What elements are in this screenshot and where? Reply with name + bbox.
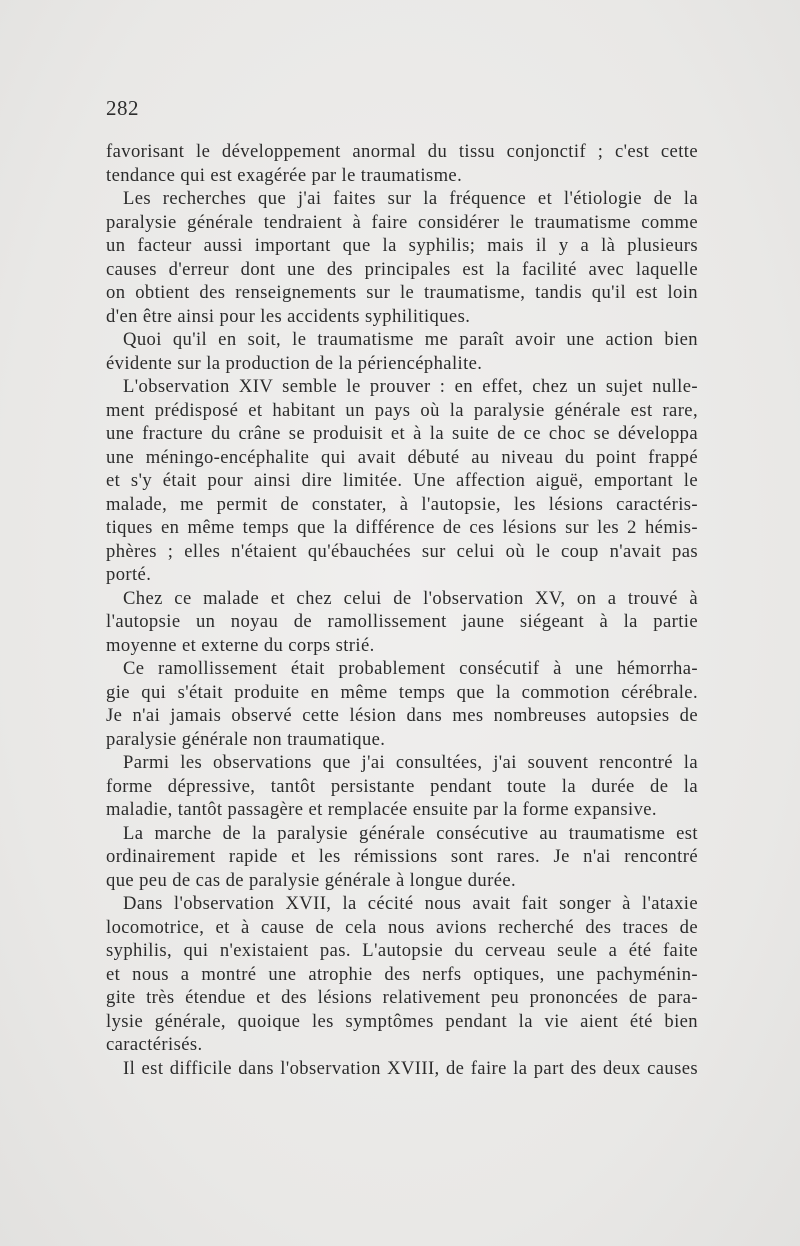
text-line: une méningo-encéphalite qui avait débuté au niveau du point frappé (106, 446, 698, 468)
text-line: maladie, tantôt passagère et remplacée ensuite par la forme expansive. (106, 799, 657, 820)
text-line: paralysie générale non traumatique. (106, 728, 386, 750)
text-line: causes d'erreur dont une des principales est la facilité avec laquelle (106, 258, 698, 280)
text-line: l'autopsie un noyau de ramollissement jaune siégeant à la partie (106, 611, 698, 632)
text-line: une fracture du crâne se produisit et à la suite de ce choc se développa (106, 423, 698, 444)
text-line: porté. (106, 564, 152, 585)
text-line: forme dépressive, tantôt persistante pendant toute la durée de la (106, 775, 698, 797)
text-line: syphilis, qui n'existaient pas. L'autopsie du cerveau seule a été faite (106, 940, 698, 961)
page-number: 282 (106, 96, 139, 120)
text-line: Les recherches que j'ai faites sur la fréquence et l'étiologie de la (123, 188, 698, 209)
text-line: locomotrice, et à cause de cela nous avions recherché des traces de (106, 916, 698, 938)
text-line: favorisant le développement anormal du tissu conjonctif ; c'est cette (106, 141, 698, 162)
text-line: caractérisés. (106, 1034, 203, 1055)
text-line: gite très étendue et des lésions relativement peu prononcées de para- (106, 987, 698, 1008)
text-line: paralysie générale tendraient à faire considérer le traumatisme comme (106, 211, 698, 233)
text-line: Ce ramollissement était probablement consécutif à une hémorrha- (123, 658, 698, 679)
text-line: et s'y était pour ainsi dire limitée. Une affection aiguë, emportant le (106, 470, 698, 491)
text-line: et nous a montré une atrophie des nerfs optiques, une pachyménin- (106, 963, 698, 985)
text-line: ment prédisposé et habitant un pays où la paralysie générale est rare, (106, 399, 698, 421)
body-text (106, 140, 698, 1080)
text-line: Il est difficile dans l'observation XVIII, de faire la part des deux causes (123, 1057, 698, 1079)
text-line: Parmi les observations que j'ai consultées, j'ai souvent rencontré la (123, 752, 698, 773)
text-line: un facteur aussi important que la syphilis; mais il y a là plusieurs (106, 235, 698, 256)
text-line: La marche de la paralysie générale consécutive au traumatisme est (123, 822, 698, 844)
text-line: L'observation XIV semble le prouver : en effet, chez un sujet nulle- (123, 376, 698, 397)
text-line: moyenne et externe du corps strié. (106, 634, 375, 656)
text-line: phères ; elles n'étaient qu'ébauchées sur celui où le coup n'avait pas (106, 540, 698, 562)
text-line: Je n'ai jamais observé cette lésion dans mes nombreuses autopsies de (106, 705, 698, 726)
text-line: lysie générale, quoique les symptômes pendant la vie aient été bien (106, 1010, 698, 1032)
text-line: d'en être ainsi pour les accidents syphilitiques. (106, 305, 471, 327)
text-line: Chez ce malade et chez celui de l'observation XV, on a trouvé à (123, 587, 698, 609)
text-line: malade, me permit de constater, à l'autopsie, les lésions caractéris- (106, 493, 698, 515)
text-line: évidente sur la production de la périencéphalite. (106, 352, 483, 374)
text-line: tendance qui est exagérée par le traumatisme. (106, 164, 463, 186)
text-line: que peu de cas de paralysie générale à longue durée. (106, 869, 517, 891)
text-line: Dans l'observation XVII, la cécité nous avait fait songer à l'ataxie (123, 893, 698, 914)
text-line: tiques en même temps que la différence de ces lésions sur les 2 hémis- (106, 517, 698, 538)
text-line: on obtient des renseignements sur le traumatisme, tandis qu'il est loin (106, 282, 698, 303)
text-line: ordinairement rapide et les rémissions sont rares. Je n'ai rencontré (106, 846, 698, 867)
text-line: Quoi qu'il en soit, le traumatisme me paraît avoir une action bien (123, 329, 698, 350)
text-line: gie qui s'était produite en même temps que la commotion cérébrale. (106, 681, 698, 703)
